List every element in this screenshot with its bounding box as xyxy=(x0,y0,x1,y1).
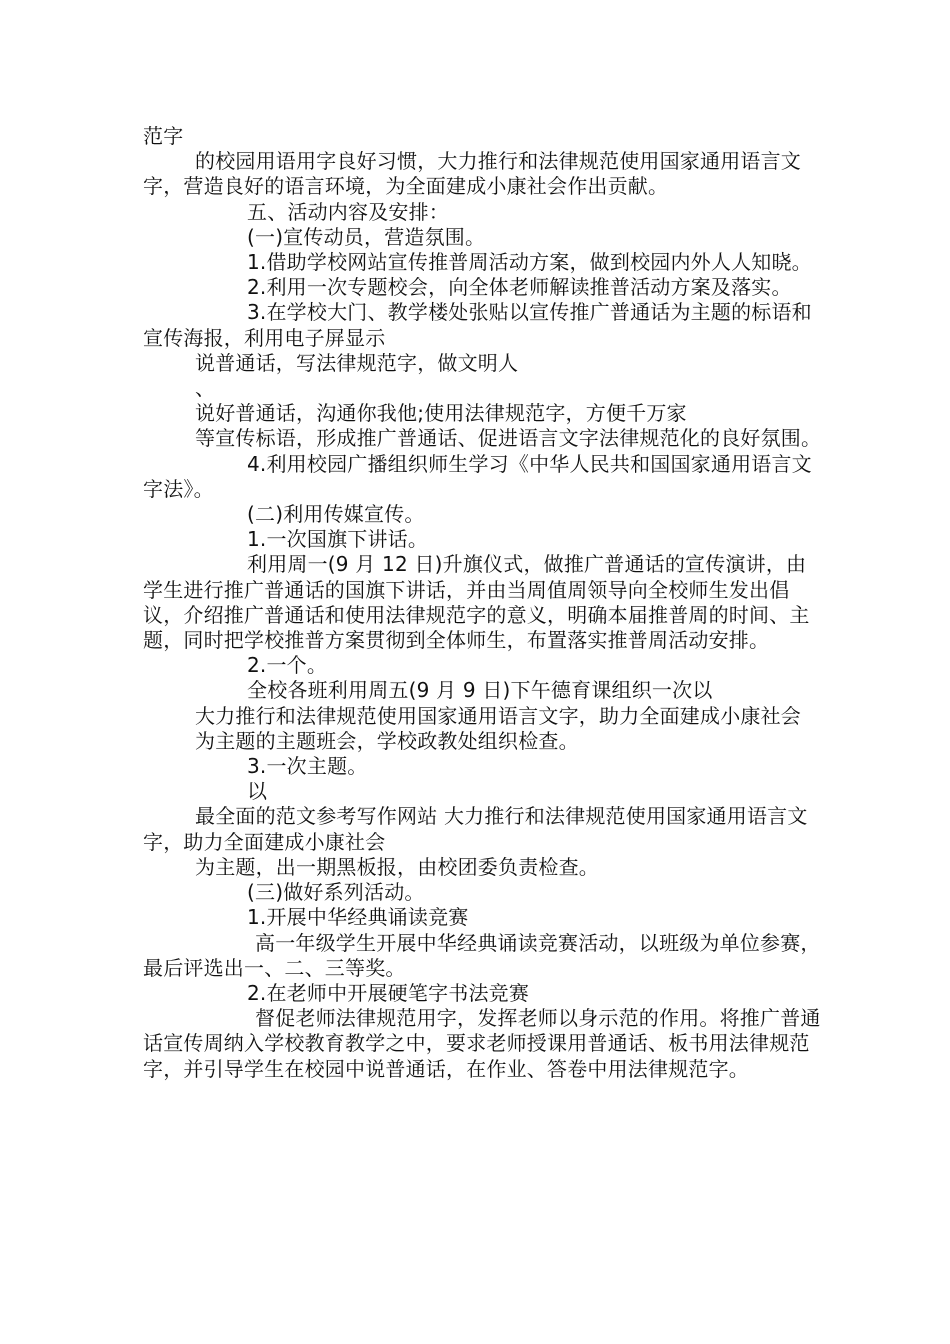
paragraph-goal: 的校园用语用字良好习惯，大力推行和法律规范使用国家通用语言文字，营造良好的语言环境，为全面建成小康社会作出贡献。 xyxy=(143,149,801,199)
paragraph-teacher-writing: 督促老师法律规范用字，发挥老师以身示范的作用。将推广普通话宣传周纳入学校教育教学之中，要求老师授课用普通话、板书用法律规范字，并引导学生在校园中说普通话，在作业、答卷中用法律规范字。 xyxy=(143,1006,821,1081)
slogan-1: 说普通话，写法律规范字，做文明人 xyxy=(195,350,519,375)
paragraph-class-meeting: 全校各班利用周五(9 月 9 日)下午德育课组织一次以 xyxy=(247,678,713,703)
item-2-1: 1.一次国旗下讲话。 xyxy=(247,527,429,552)
theme-line-1: 大力推行和法律规范使用国家通用语言文字，助力全面建成小康社会 xyxy=(195,703,801,728)
line-heading-fragment: 范字 xyxy=(143,124,184,148)
item-2-3: 3.一次主题。 xyxy=(247,754,368,779)
subsection-heading-1: (一)宣传动员，营造氛围。 xyxy=(247,224,486,249)
item-3-1: 1.开展中华经典诵读竞赛 xyxy=(247,905,469,930)
item-1-2: 2.利用一次专题校会，向全体老师解读推普活动方案及落实。 xyxy=(247,275,792,300)
slogan-2: 说好普通话，沟通你我他;使用法律规范字，方便千万家 xyxy=(195,401,687,426)
document-body xyxy=(143,124,823,1082)
paragraph-recitation: 高一年级学生开展中华经典诵读竞赛活动，以班级为单位参赛，最后评选出一、二、三等奖。 xyxy=(143,930,821,980)
line-yi: 以 xyxy=(247,779,268,804)
item-1-1: 1.借助学校网站宣传推普周活动方案，做到校园内外人人知晓。 xyxy=(247,250,812,275)
section-heading-5: 五、活动内容及安排： xyxy=(247,199,449,224)
item-2-2: 2.一个。 xyxy=(247,653,328,678)
theme-line-2: 最全面的范文参考写作网站 大力推行和法律规范使用国家通用语言文字，助力全面建成小康社会 xyxy=(143,804,808,854)
paragraph-flag-speech: 利用周一(9 月 12 日)升旗仪式，做推广普通话的宣传演讲，由学生进行推广普通话的国旗下讲话，并由当周值周领导向全校师生发出倡议，介绍推广普通话和使用法律规范字的意义，明确本届推普周的时间、主题，同时把学校推普方案贯彻到全体师生，布置落实推普周活动安排。 xyxy=(143,552,810,653)
subsection-heading-2: (二)利用传媒宣传。 xyxy=(247,502,425,527)
paragraph-blackboard: 为主题，出一期黑板报，由校团委负责检查。 xyxy=(195,854,599,879)
subsection-heading-3: (三)做好系列活动。 xyxy=(247,880,425,905)
slogan-separator: 、 xyxy=(195,376,216,401)
paragraph-class-check: 为主题的主题班会，学校政教处组织检查。 xyxy=(195,728,579,753)
item-3-2: 2.在老师中开展硬笔字书法竞赛 xyxy=(247,980,530,1005)
item-1-4: 4.利用校园广播组织师生学习《中华人民共和国国家通用语言文字法》。 xyxy=(143,451,812,501)
paragraph-slogans: 等宣传标语，形成推广普通话、促进语言文字法律规范化的良好氛围。 xyxy=(195,426,822,451)
item-1-3: 3.在学校大门、教学楼处张贴以宣传推广普通话为主题的标语和宣传海报，利用电子屏显示 xyxy=(143,300,812,350)
